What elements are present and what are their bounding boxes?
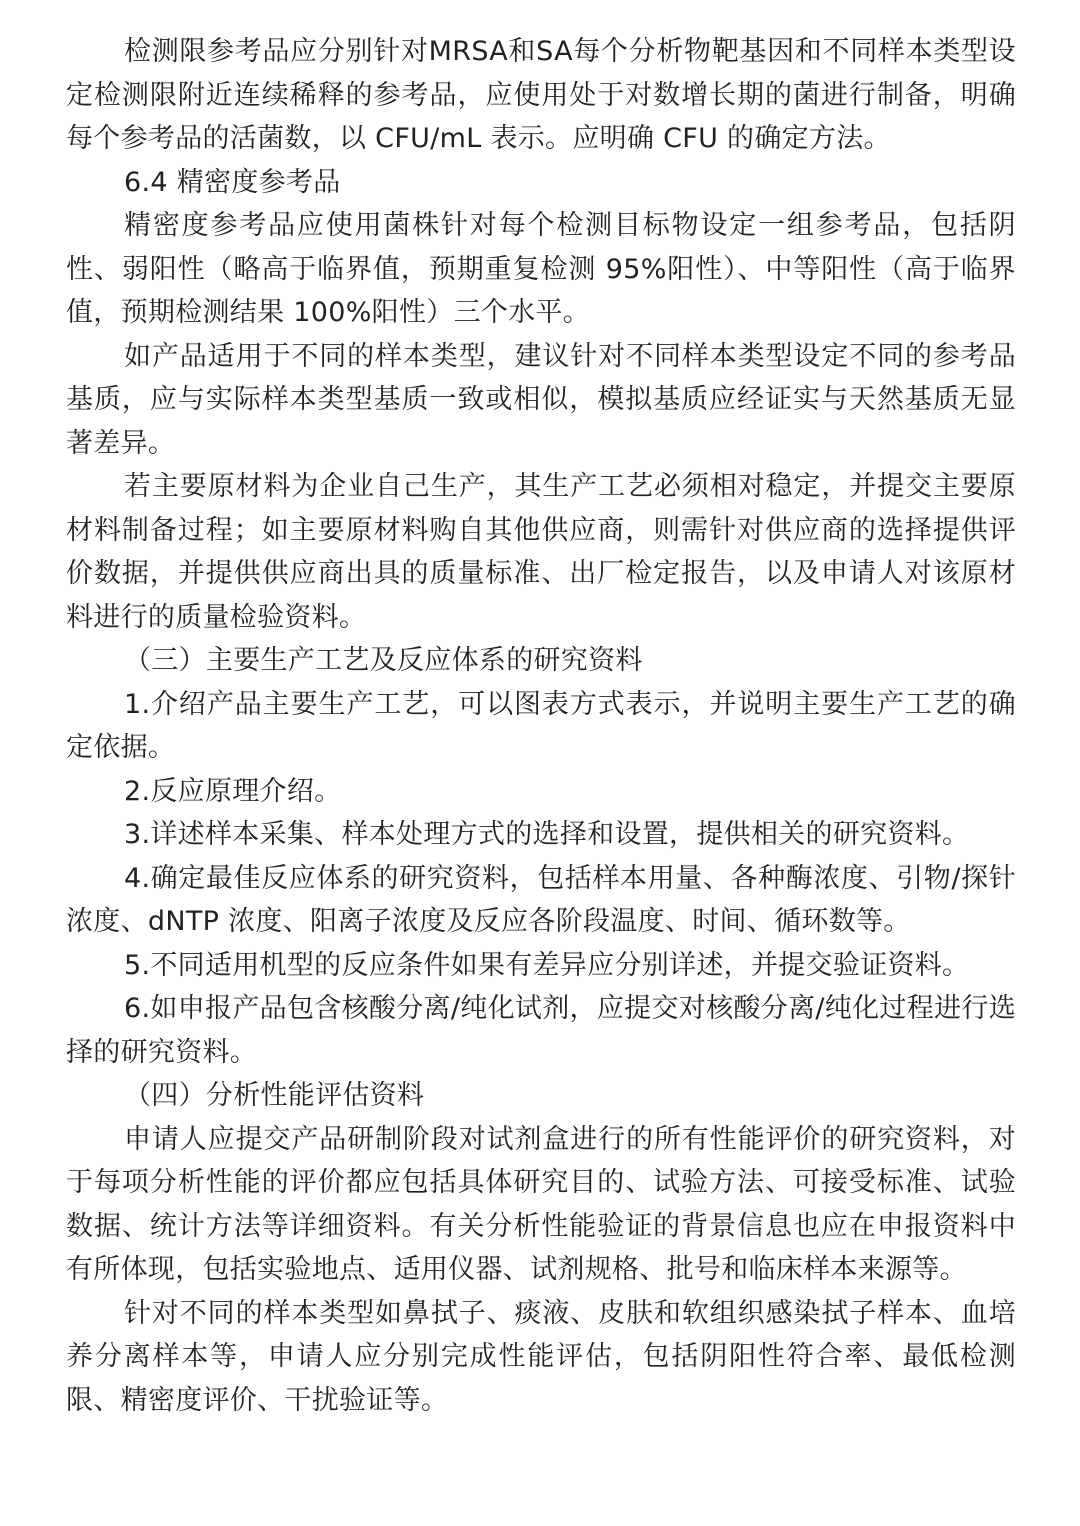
list-item-process-1: 1.介绍产品主要生产工艺，可以图表方式表示，并说明主要生产工艺的确定依据。	[66, 688, 1016, 763]
document-page	[66, 30, 1016, 1422]
section-heading-production-process: （三）主要生产工艺及反应体系的研究资料	[124, 645, 643, 676]
paragraph-raw-materials: 若主要原材料为企业自己生产，其生产工艺必须相对稳定，并提交主要原材料制备过程；如主要原材料购自其他供应商，则需针对供应商的选择提供评价数据，并提供供应商出具的质量标准、出厂检定报告，以及申请人对该原材料进行的质量检验资料。	[66, 471, 1016, 633]
paragraph-precision-reference: 精密度参考品应使用菌株针对每个检测目标物设定一组参考品，包括阴性、弱阳性（略高于临界值，预期重复检测 95%阳性）、中等阳性（高于临界值，预期检测结果 100%阳性）三个水平。	[66, 210, 1016, 328]
list-item-process-3: 3.详述样本采集、样本处理方式的选择和设置，提供相关的研究资料。	[124, 819, 970, 850]
paragraph-detection-limit-reference: 检测限参考品应分别针对MRSA和SA每个分析物靶基因和不同样本类型设定检测限附近连续稀释的参考品，应使用处于对数增长期的菌进行制备，明确每个参考品的活菌数，以 CFU/mL 表示。应明确 CFU 的确定方法。	[66, 36, 1016, 154]
paragraph-performance-evaluation: 申请人应提交产品研制阶段对试剂盒进行的所有性能评价的研究资料，对于每项分析性能的评价都应包括具体研究目的、试验方法、可接受标准、试验数据、统计方法等详细资料。有关分析性能验证的背景信息也应在申报资料中有所体现，包括实验地点、适用仪器、试剂规格、批号和临床样本来源等。	[66, 1123, 1016, 1285]
section-heading-precision-reference: 6.4 精密度参考品	[124, 166, 341, 198]
paragraph-sample-types-evaluation: 针对不同的样本类型如鼻拭子、痰液、皮肤和软组织感染拭子样本、血培养分离样本等，申请人应分别完成性能评估，包括阴阳性符合率、最低检测限、精密度评价、干扰验证等。	[66, 1297, 1016, 1416]
paragraph-sample-matrix: 如产品适用于不同的样本类型，建议针对不同样本类型设定不同的参考品基质，应与实际样本类型基质一致或相似，模拟基质应经证实与天然基质无显著差异。	[66, 340, 1016, 459]
list-item-process-5: 5.不同适用机型的反应条件如果有差异应分别详述，并提交验证资料。	[124, 949, 970, 981]
list-item-process-2: 2.反应原理介绍。	[124, 775, 342, 807]
list-item-process-6: 6.如申报产品包含核酸分离/纯化试剂，应提交对核酸分离/纯化过程进行选择的研究资料。	[66, 993, 1016, 1068]
list-item-process-4: 4.确定最佳反应体系的研究资料，包括样本用量、各种酶浓度、引物/探针浓度、dNTP 浓度、阳离子浓度及反应各阶段温度、时间、循环数等。	[66, 862, 1016, 937]
section-heading-analytical-performance: （四）分析性能评估资料	[124, 1080, 425, 1111]
